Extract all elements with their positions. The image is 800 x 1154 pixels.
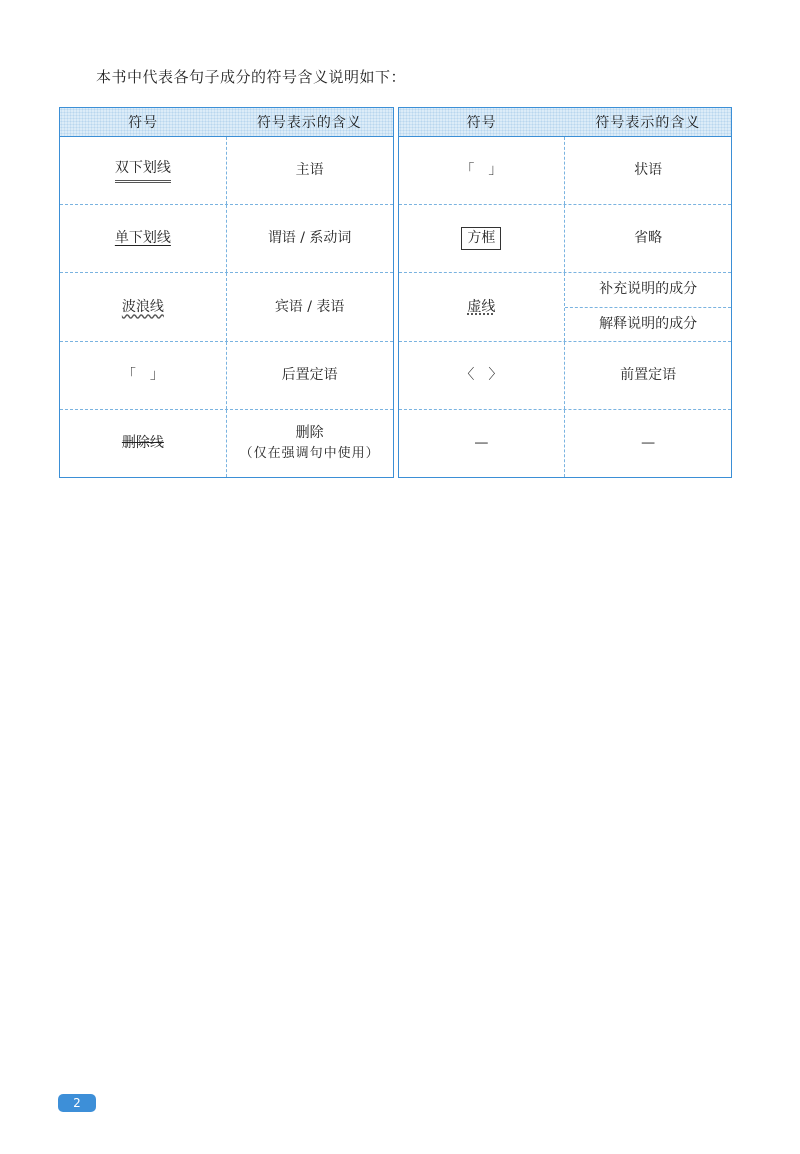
meaning-cell xyxy=(565,273,731,340)
right-table xyxy=(398,107,733,478)
meaning-b: 解释说明的成分 xyxy=(599,315,698,332)
meaning-note: （仅在强调句中使用） xyxy=(239,446,380,462)
symbol-cell: — xyxy=(399,410,566,477)
header-symbol: 符号 xyxy=(466,115,497,131)
table-row xyxy=(60,137,393,205)
wavy-underline-sample: 波浪线 xyxy=(121,298,164,315)
left-table-header xyxy=(60,108,393,137)
strikethrough-sample: 删除线 xyxy=(121,434,164,451)
header-symbol: 符号 xyxy=(128,115,159,131)
dotted-underline-sample: 虚线 xyxy=(467,298,496,315)
table-row xyxy=(60,273,393,341)
symbol-tables xyxy=(59,107,732,478)
symbol-cell: 「 」 xyxy=(399,137,566,204)
symbol-cell: 「 」 xyxy=(60,342,227,409)
table-row xyxy=(60,342,393,410)
intro-text: 本书中代表各句子成分的符号含义说明如下： xyxy=(96,68,407,86)
symbol-cell xyxy=(60,410,227,477)
symbol-cell xyxy=(60,273,227,340)
meaning-main: 删除 xyxy=(295,425,324,442)
meaning-cell: 状语 xyxy=(634,162,663,179)
meaning-cell: — xyxy=(641,434,656,451)
meaning-cell: 宾语 / 表语 xyxy=(274,298,345,315)
table-row xyxy=(399,137,732,205)
meaning-cell: 主语 xyxy=(295,162,324,179)
single-underline-sample: 单下划线 xyxy=(114,230,171,247)
meaning-cell xyxy=(227,410,393,477)
left-table xyxy=(59,107,394,478)
box-sample: 方框 xyxy=(461,227,501,250)
symbol-cell xyxy=(60,205,227,272)
symbol-cell: 〈 〉 xyxy=(399,342,566,409)
header-meaning: 符号表示的含义 xyxy=(595,115,701,131)
meaning-cell: 后置定语 xyxy=(281,366,338,383)
meaning-cell: 谓语 / 系动词 xyxy=(267,230,352,247)
symbol-cell xyxy=(399,205,566,272)
table-row xyxy=(60,410,393,477)
table-row xyxy=(60,205,393,273)
right-table-header xyxy=(399,108,732,137)
header-meaning: 符号表示的含义 xyxy=(256,115,362,131)
page-number: 2 xyxy=(58,1094,96,1112)
meaning-cell: 省略 xyxy=(634,230,663,247)
table-row xyxy=(399,410,732,477)
symbol-cell xyxy=(60,137,227,204)
table-row xyxy=(399,273,732,341)
table-row xyxy=(399,205,732,273)
symbol-cell xyxy=(399,273,566,340)
meaning-a: 补充说明的成分 xyxy=(565,273,731,307)
table-row xyxy=(399,342,732,410)
double-underline-sample: 双下划线 xyxy=(115,158,171,183)
meaning-cell: 前置定语 xyxy=(620,366,677,383)
